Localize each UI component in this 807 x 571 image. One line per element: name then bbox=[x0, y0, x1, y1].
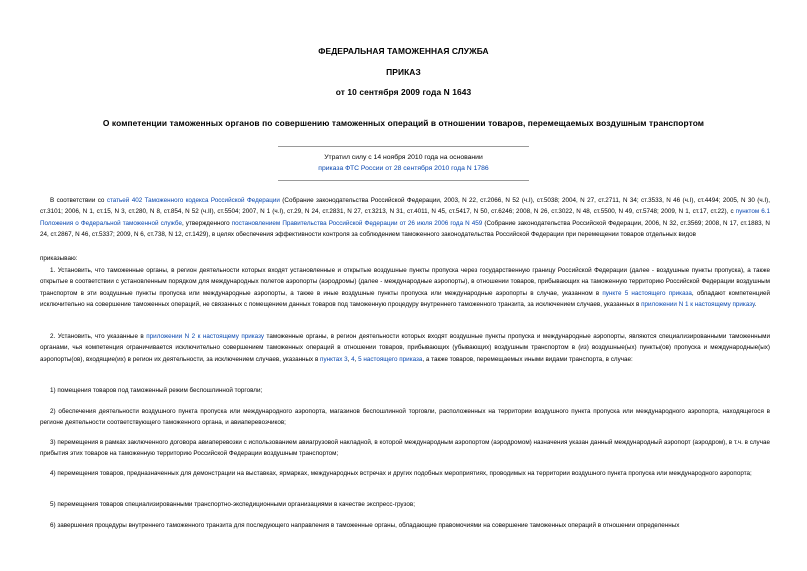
clause-6-1-link[interactable]: пунктом 6.1 Положения о Федеральной таможенной службе bbox=[40, 208, 770, 227]
clause-5-link[interactable]: пункте 5 настоящего приказа bbox=[602, 289, 692, 297]
order-word: приказываю: bbox=[40, 255, 78, 262]
clause-3-link[interactable]: пунктах 3 bbox=[320, 355, 348, 363]
article-402-link[interactable]: статьей 402 Таможенного кодекса Российской Федерации bbox=[106, 197, 280, 204]
page-title: О компетенции таможенных органов по совершению таможенных операций в отношении товаров, перемещаемых воздушным транспортом bbox=[102, 118, 705, 128]
agency-name: ФЕДЕРАЛЬНАЯ ТАМОЖЕННАЯ СЛУЖБА bbox=[318, 46, 489, 56]
clause-4-link[interactable]: 4 bbox=[351, 355, 355, 363]
list-item: 1) помещения товаров под таможенный режим беспошлинной торговли; bbox=[50, 387, 263, 394]
government-decree-link[interactable]: постановлением Правительства Российской Федерации от 26 июля 2006 года N 459 bbox=[231, 219, 483, 227]
list-item: 4) перемещения товаров, предназначенных для демонстрации на выставках, ярмарках, международных встречах и других подобных мероприятиях, проводимых на территории воздушного пункта пропуска или международного аэропорта; bbox=[50, 470, 752, 477]
appendix-1-link[interactable]: приложении N 1 к настоящему приказу bbox=[641, 301, 755, 309]
list-item: 6) завершения процедуры внутреннего таможенного транзита для последующего направления в таможенные органы, обладающие правомочиями на совершение таможенных операций в отношении определенных bbox=[50, 522, 680, 529]
lost-force-basis-link[interactable]: приказа ФТС России от 28 сентября 2010 года N 1786 bbox=[318, 165, 489, 172]
appendix-2-link[interactable]: приложении N 2 к настоящему приказу bbox=[146, 333, 265, 340]
list-item: 5) перемещения товаров специализированными транспортно-экспедиционными организациями в качестве экспресс-грузов; bbox=[50, 501, 415, 508]
preamble-paragraph: В соответствии со статьей 402 Таможенного кодекса Российской Федерации (Собрание законодательства Российской Федерации, 2003, N 22, ст.2066, N 52 (ч.I), ст.5038; 2004, N 27, ст.2711, N 34; ст.3533, N 46 (ч.I), ст.4494; 2005, N 30 (ч.I), ст.3101; 2006, N 1, ст.15, N 3, ст.280, N 8, ст.854, N 52 (ч.II), ст.5504; 2007, N 1 (ч.I), ст.29, N 24, ст.2831, N 27, ст.3213, N 31, ст.4011, N 45, ст.5417, N 50, ст.6246; 2008, N 26, ст.3022, N 48, ст.5500, N 49, ст.5748; 2009, N 1, ст.17, ст.22), с пунктом 6.1 Положения о Федеральной таможенной службе, утвержденного постановлением Правительства Российской Федерации от 26 июля 2006 года N 459 (Собрание законодательства Российской Федерации, 2006, N 32, ст.3569; 2008, N 17, ст.1883, N 24, ст.2867, N 46, ст.5337; 2009, N 6, ст.738, N 12, ст.1429), в целях обеспечения эффективности контроля за соблюдением таможенного законодательства Российской Федерации при перемещении товаров отдельных видов bbox=[40, 197, 770, 239]
bottom-divider bbox=[278, 180, 529, 181]
doc-type: ПРИКАЗ bbox=[386, 67, 421, 77]
list-item: 2) обеспечения деятельности воздушного пункта пропуска или международного аэропорта, магазинов беспошлинной торговли, расположенных на территории воздушного пункта пропуска или международного аэропорта, находящегося в регионе деятельности соответствующего таможенного органа, и авиаперевозчиков; bbox=[40, 408, 770, 427]
top-divider bbox=[278, 146, 529, 147]
lost-force-note: Утратил силу с 14 ноября 2010 года на основании bbox=[324, 154, 483, 161]
paragraph-1: 1. Установить, что таможенные органы, в регион деятельности которых входят установленные и открытые воздушные пункты пропуска через государственную границу Российской Федерации (далее - воздушные пункты пропуска), а также открытые в соответствии с установленным порядком для международных полетов аэропорты (аэродромы) (далее - международные аэропорты), в отношении товаров, прибывающих на таможенную территорию Российской Федерации воздушным транспортом в эти воздушные пункты пропуска или международные аэропорты, а также в иные воздушные пункты пропуска или международные аэропорты в случае, указанном в пункте 5 настоящего приказа, обладают компетенцией исключительно на совершение таможенных операций, не связанных с помещением данных товаров под таможенную процедуру внутреннего таможенного транзита, за исключением случаев, указанных в приложении N 1 к настоящему приказу. bbox=[40, 267, 770, 309]
lost-force-basis-container bbox=[0, 163, 807, 174]
paragraph-2: 2. Установить, что указанные в приложении N 2 к настоящему приказу таможенные органы, в регион деятельности которых входят воздушные пункты пропуска и международные аэропорты, являются специализированными таможенными органами, чья компетенция ограничивается исключительно совершением таможенных операций в отношении товаров, прибывающих (убывающих) воздушным транспортом в (из) воздушные(ых) пункты(ов) пропуска и международные(ых) аэропорты(ов), входящие(их) в регион их деятельности, за исключением случаев, указанных в пунктах 3, 4, 5 настоящего приказа, а также товаров, перемещаемых иными видами транспорта, в случае: bbox=[40, 333, 770, 363]
clause-5-order-link[interactable]: 5 настоящего приказа bbox=[358, 355, 423, 363]
list-item: 3) перемещения в рамках заключенного договора авиаперевозки с использованием авиагрузовой накладной, в которой международным аэропортом (аэродромом) назначения указан данный международный аэропорт (аэродром), в т.ч. в случае прибытия этих товаров на таможенную территорию Российской Федерации воздушным транспортом; bbox=[40, 439, 770, 458]
doc-date-number: от 10 сентября 2009 года N 1643 bbox=[335, 87, 472, 97]
